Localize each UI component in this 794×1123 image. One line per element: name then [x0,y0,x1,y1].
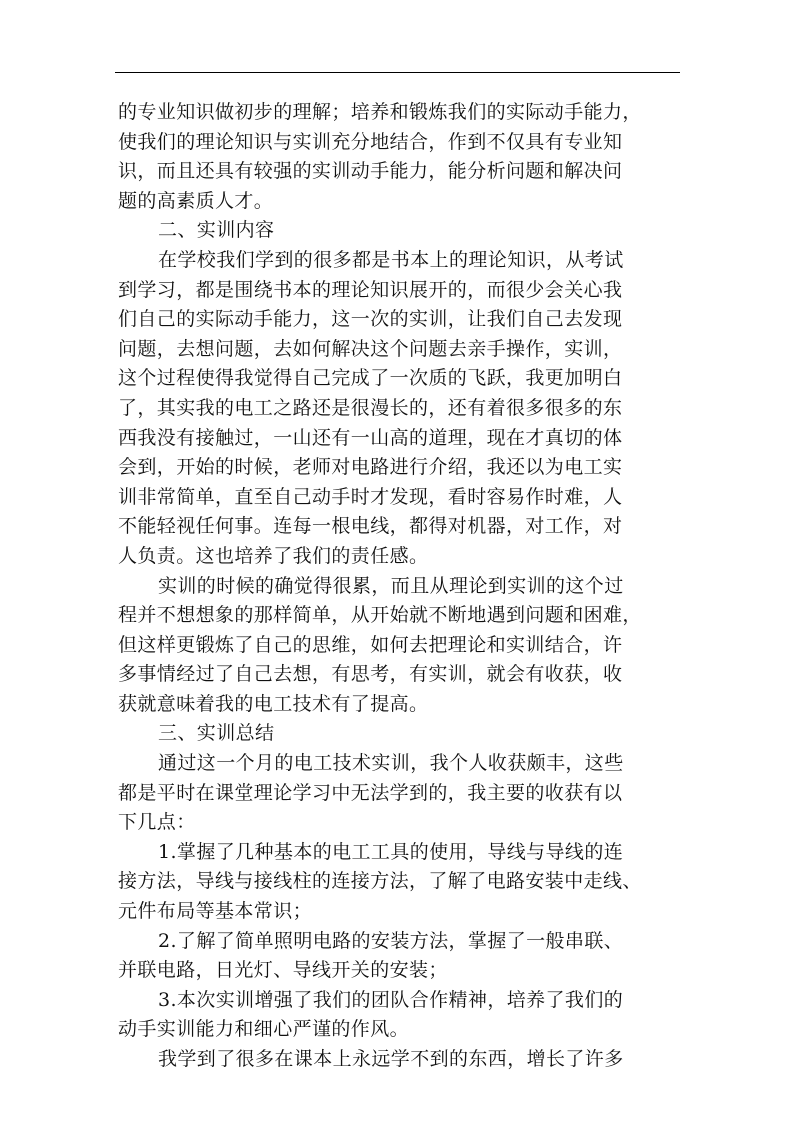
text-line: 训非常简单，直至自己动手时才发现，看时容易作时难，人 [118,485,623,508]
text-line: 并联电路，日光灯、导线开关的安装； [118,959,448,982]
text-line: 实训的时候的确觉得很累，而且从理论到实训的这个过 [158,574,624,597]
text-line: 不能轻视任何事。连每一根电线，都得对机器，对工作，对 [118,515,623,538]
text-line: 使我们的理论知识与实训充分地结合，作到不仅具有专业知 [118,130,623,153]
text-line: 动手实训能力和细心严谨的作风。 [118,1018,410,1041]
text-line: 会到，开始的时候，老师对电路进行介绍，我还以为电工实 [118,456,623,479]
text-line: 我学到了很多在课本上永远学不到的东西，增长了许多 [158,1048,624,1070]
text-line: 通过这一个月的电工技术实训，我个人收获颇丰，这些 [158,752,624,775]
text-line: 二、实训内容 [158,219,275,242]
text-line: 3.本次实训增强了我们的团队合作精神，培养了我们的 [158,988,624,1011]
text-line: 在学校我们学到的很多都是书本上的理论知识，从考试 [158,248,624,271]
text-line: 多事情经过了自己去想，有思考，有实训，就会有收获，收 [118,663,623,686]
text-line: 三、实训总结 [158,722,275,745]
text-line: 程并不想想象的那样简单，从开始就不断地遇到问题和困难， [118,604,642,627]
text-line: 但这样更锻炼了自己的思维，如何去把理论和实训结合，许 [118,633,623,656]
text-line: 识，而且还具有较强的实训动手能力，能分析问题和解决问 [118,160,623,183]
text-line: 1.掌握了几种基本的电工工具的使用，导线与导线的连 [158,840,624,863]
text-line: 2.了解了简单照明电路的安装方法，掌握了一般串联、 [158,929,624,952]
text-line: 人负责。这也培养了我们的责任感。 [118,544,429,567]
document-body [118,98,680,1075]
text-line: 这个过程使得我觉得自己完成了一次质的飞跃，我更加明白 [118,367,623,390]
text-line: 的专业知识做初步的理解；培养和锻炼我们的实际动手能力， [118,101,642,123]
header-rule [115,72,680,73]
text-line: 下几点： [118,811,196,834]
text-line: 都是平时在课堂理论学习中无法学到的，我主要的收获有以 [118,781,623,804]
text-line: 接方法，导线与接线柱的连接方法，了解了电路安装中走线、 [118,870,642,893]
text-line: 到学习，都是围绕书本的理论知识展开的，而很少会关心我 [118,278,623,301]
text-line: 题的高素质人才。 [118,189,274,212]
text-line: 了，其实我的电工之路还是很漫长的，还有着很多很多的东 [118,396,623,419]
text-line: 们自己的实际动手能力，这一次的实训，让我们自己去发现 [118,308,623,331]
text-line: 获就意味着我的电工技术有了提高。 [118,692,429,715]
text-line: 问题，去想问题，去如何解决这个问题去亲手操作，实训， [118,337,623,360]
text-line: 西我没有接触过，一山还有一山高的道理，现在才真切的体 [118,426,623,449]
text-line: 元件布局等基本常识； [118,900,313,923]
